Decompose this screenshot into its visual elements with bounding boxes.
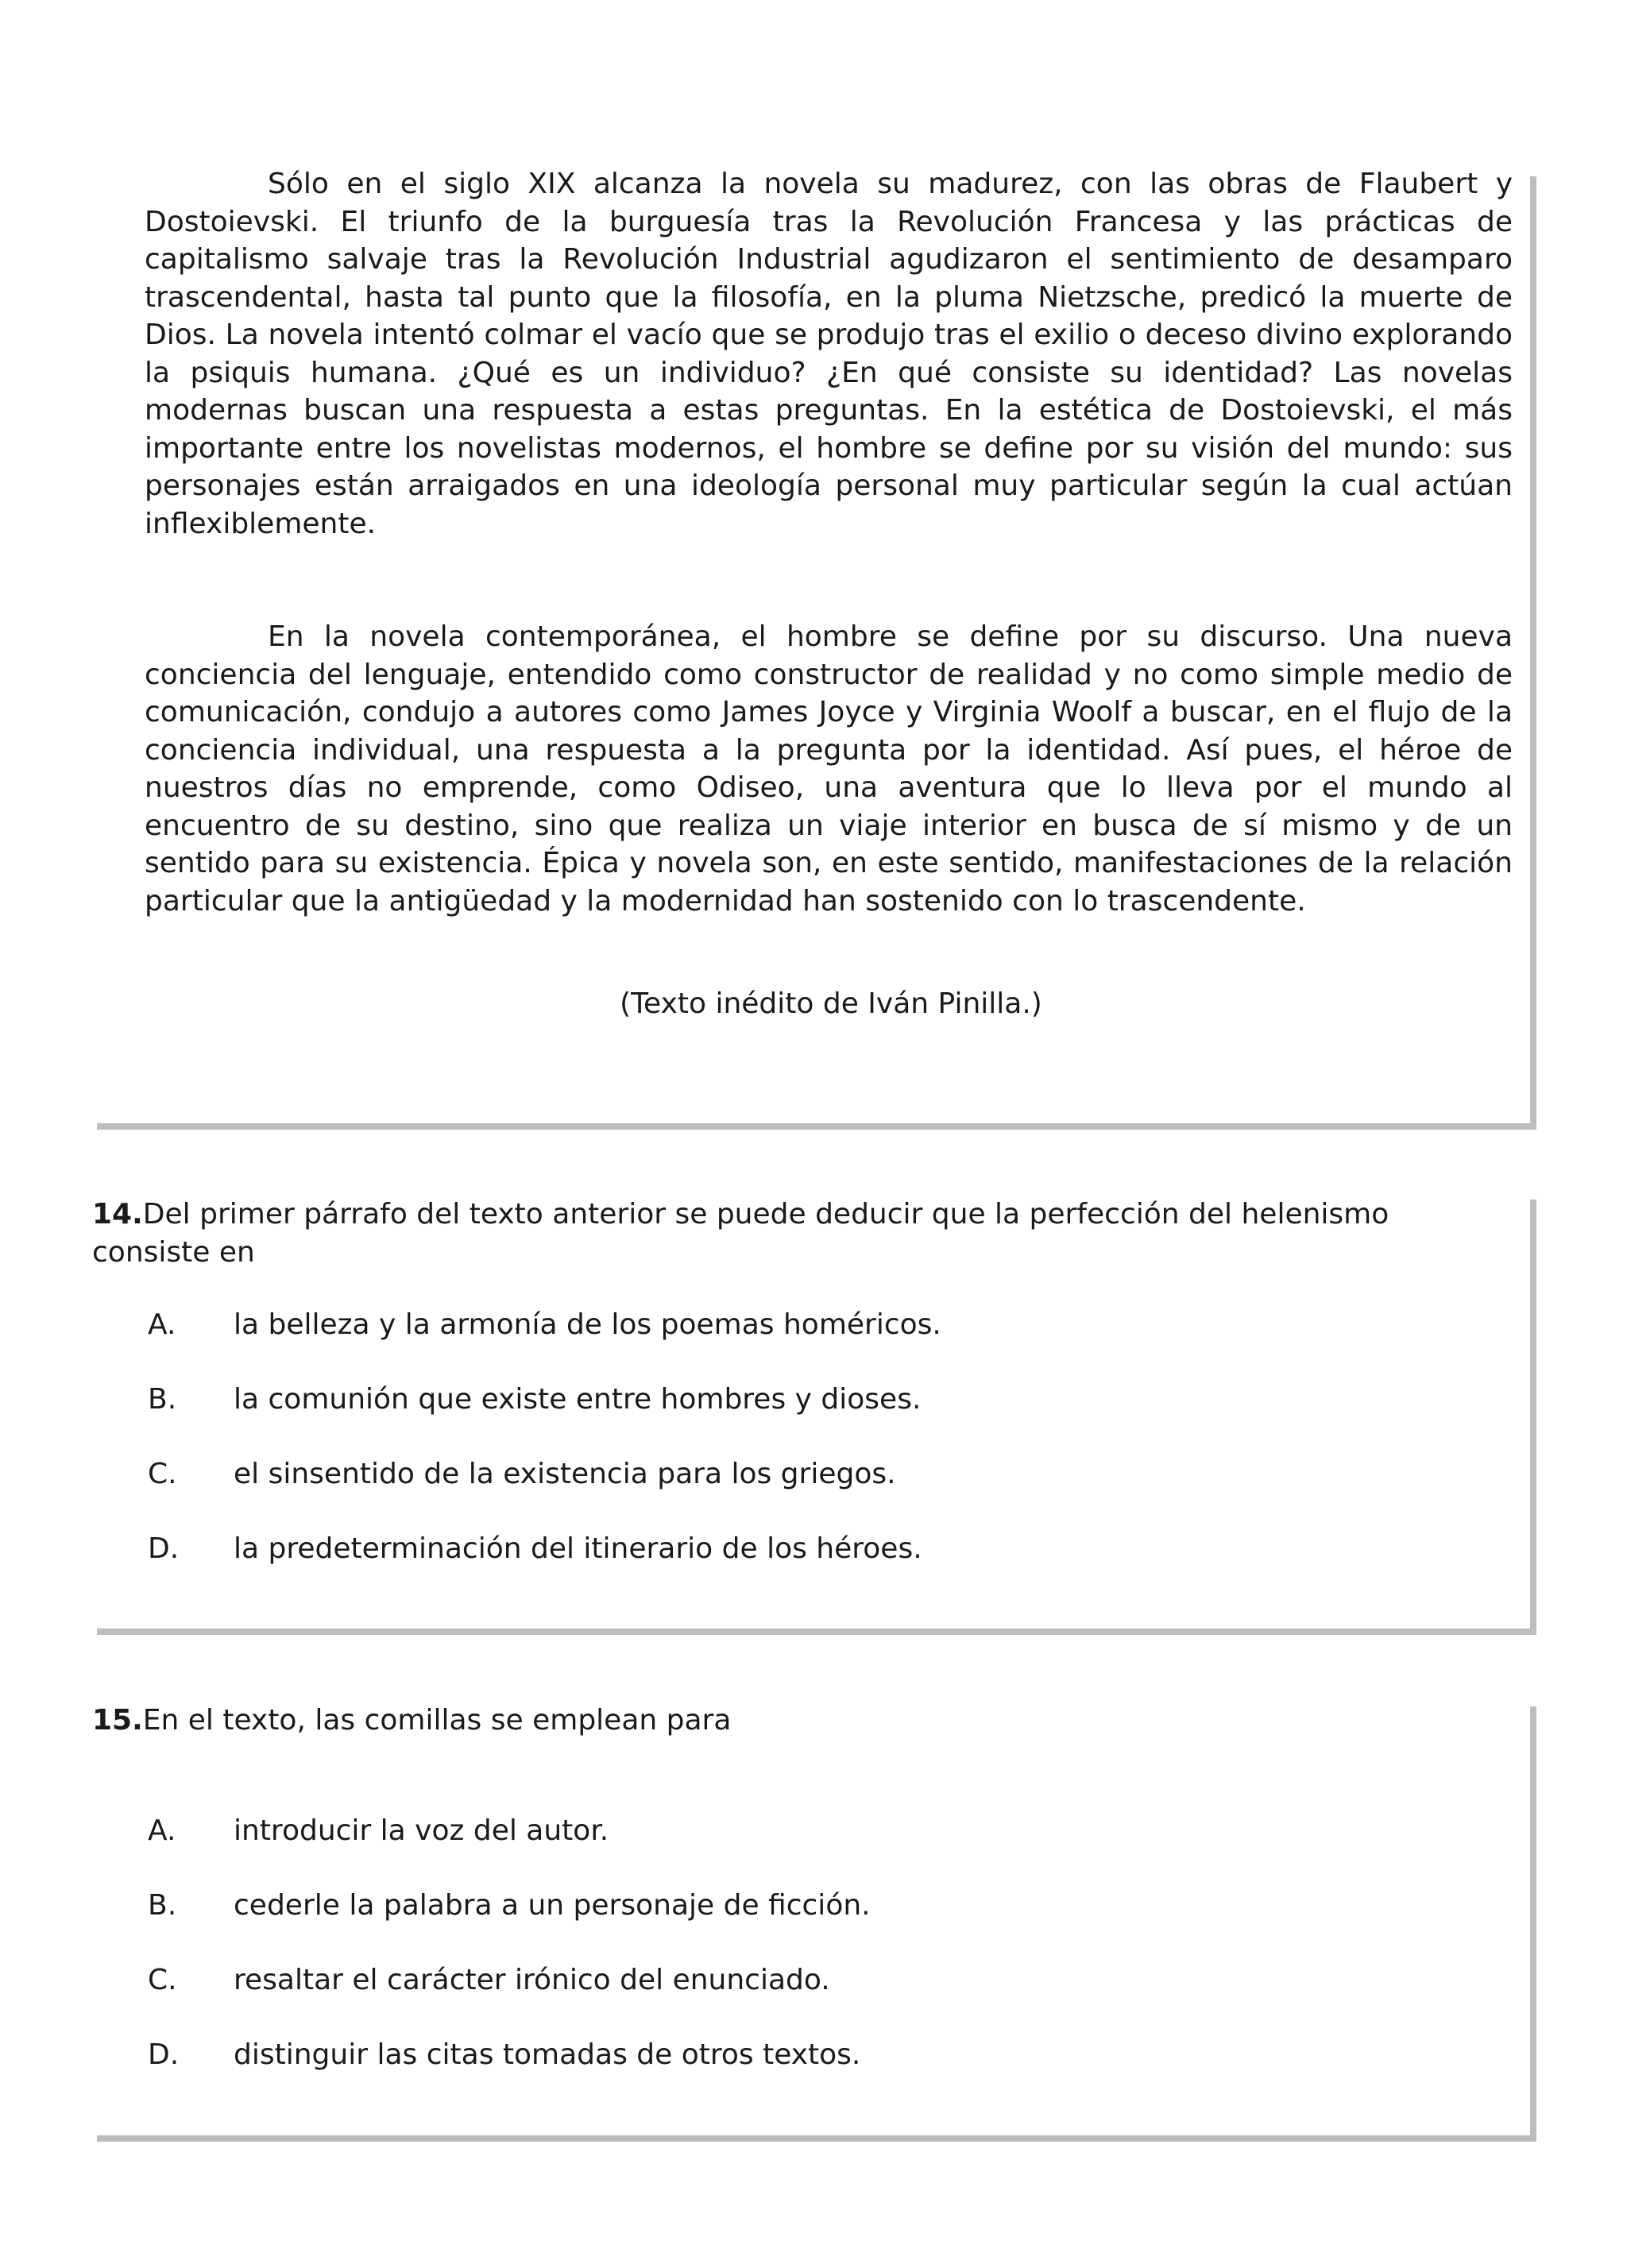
question-15 bbox=[92, 1702, 1514, 1740]
passage-frame-right bbox=[1530, 176, 1536, 1130]
question-number: 15. bbox=[92, 1704, 143, 1737]
question-15-frame-bottom bbox=[97, 2135, 1536, 2142]
option-a[interactable] bbox=[148, 1812, 1498, 1887]
question-15-options bbox=[148, 1812, 1498, 2111]
option-text: cederle la palabra a un personaje de ficción. bbox=[234, 1889, 871, 1922]
option-text: la comunión que existe entre hombres y dioses. bbox=[234, 1383, 922, 1416]
question-stem: En el texto, las comillas se emplean para bbox=[142, 1704, 732, 1737]
option-text: distinguir las citas tomadas de otros textos. bbox=[234, 2038, 861, 2071]
passage-paragraph-2: En la novela contemporánea, el hombre se define por su discurso. Una nueva conciencia del lenguaje, entendido como constructor de realidad y no como simple medio de comunicación, condujo a autores como James Joyce y Virginia Woolf a buscar, en el flujo de la conciencia individual, una respuesta a la pregunta por la identidad. Así pues, el héroe de nuestros días no emprende, como Odiseo, una aventura que lo lleva por el mundo al encuentro de su destino, sino que realiza un viaje interior en busca de sí mismo y de un sentido para su existencia. Épica y novela son, en este sentido, manifestaciones de la relación particular que la antigüedad y la modernidad han sostenido con lo trascendente. bbox=[145, 620, 1513, 918]
question-stem: Del primer párrafo del texto anterior se puede deducir que la perfección del helenismo consiste en bbox=[92, 1198, 1389, 1269]
option-letter: C. bbox=[148, 1458, 177, 1490]
option-letter: D. bbox=[148, 2038, 180, 2071]
option-d[interactable] bbox=[148, 1530, 1498, 1605]
question-14-frame-right bbox=[1530, 1200, 1536, 1635]
option-letter: B. bbox=[148, 1383, 177, 1416]
option-c[interactable] bbox=[148, 1455, 1498, 1530]
option-text: introducir la voz del autor. bbox=[234, 1814, 609, 1847]
passage-attribution: (Texto inédito de Iván Pinilla.) bbox=[620, 987, 1042, 1020]
option-d[interactable] bbox=[148, 2036, 1498, 2111]
passage-frame-bottom bbox=[97, 1123, 1536, 1130]
question-14 bbox=[92, 1196, 1514, 1272]
option-letter: B. bbox=[148, 1889, 177, 1922]
option-b[interactable] bbox=[148, 1381, 1498, 1455]
option-b[interactable] bbox=[148, 1887, 1498, 1961]
question-14-frame-bottom bbox=[97, 1629, 1536, 1635]
option-letter: A. bbox=[148, 1308, 176, 1341]
option-text: la belleza y la armonía de los poemas homéricos. bbox=[234, 1308, 941, 1341]
option-a[interactable] bbox=[148, 1306, 1498, 1381]
option-text: resaltar el carácter irónico del enunciado. bbox=[234, 1964, 830, 1996]
option-c[interactable] bbox=[148, 1961, 1498, 2036]
passage-paragraph-1: Sólo en el siglo XIX alcanza la novela su madurez, con las obras de Flaubert y Dostoievski. El triunfo de la burguesía tras la Revolución Francesa y las prácticas de capitalismo salvaje tras la Revolución Industrial agudizaron el sentimiento de desamparo trascendental, hasta tal punto que la filosofía, en la pluma Nietzsche, predicó la muerte de Dios. La novela intentó colmar el vacío que se produjo tras el exilio o deceso divino explorando la psiquis humana. ¿Qué es un individuo? ¿En qué consiste su identidad? Las novelas modernas buscan una respuesta a estas preguntas. En la estética de Dostoievski, el más importante entre los novelistas modernos, el hombre se define por su visión del mundo: sus personajes están arraigados en una ideología personal muy particular según la cual actúan inflexiblemente. bbox=[145, 168, 1513, 540]
question-number: 14. bbox=[92, 1198, 143, 1231]
option-letter: D. bbox=[148, 1532, 180, 1565]
option-letter: A. bbox=[148, 1814, 176, 1847]
option-letter: C. bbox=[148, 1964, 177, 1996]
option-text: la predeterminación del itinerario de los héroes. bbox=[234, 1532, 922, 1565]
question-15-frame-right bbox=[1530, 1706, 1536, 2142]
reading-passage bbox=[145, 165, 1513, 920]
option-text: el sinsentido de la existencia para los griegos. bbox=[234, 1458, 896, 1490]
question-14-options bbox=[148, 1306, 1498, 1605]
